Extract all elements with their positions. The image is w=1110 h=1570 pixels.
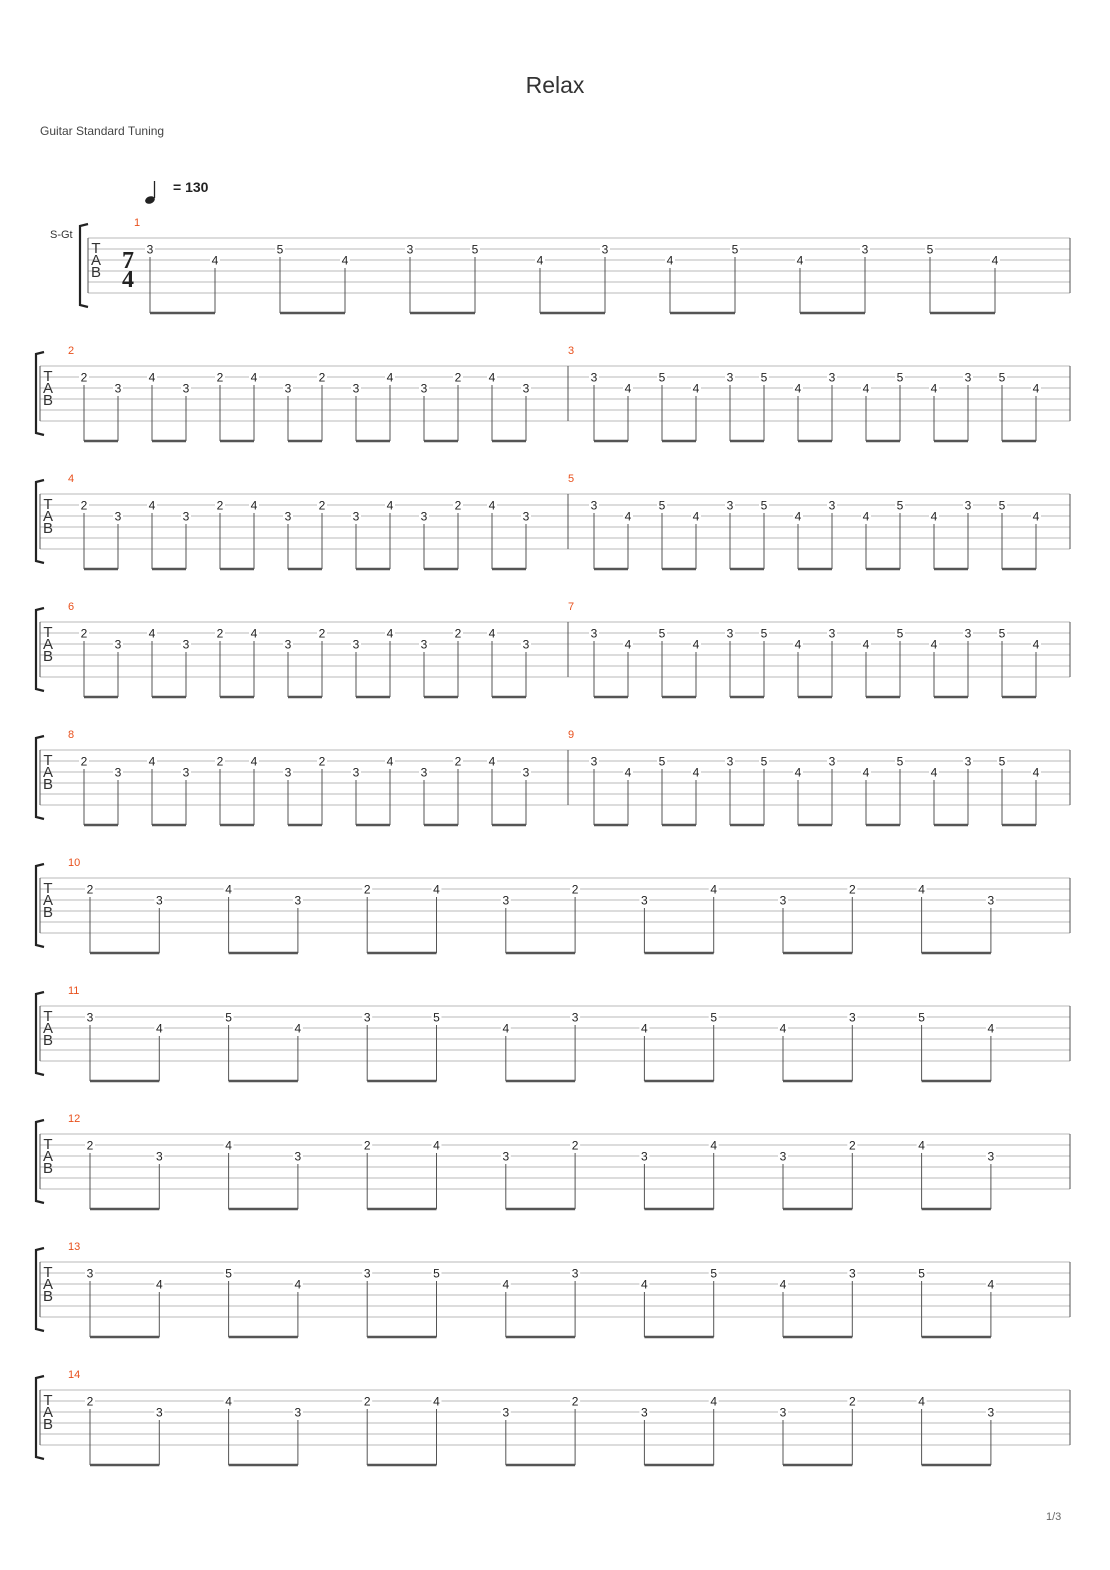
tab-clef-letter: A [42, 1148, 54, 1165]
fret-number: 3 [590, 498, 598, 513]
measure-number: 14 [68, 1369, 81, 1381]
system-bracket [80, 224, 88, 307]
fret-number: 2 [216, 754, 224, 769]
fret-number: 3 [155, 1149, 163, 1164]
fret-number: 4 [148, 754, 156, 769]
fret-number: 5 [896, 370, 904, 385]
fret-number: 3 [86, 1010, 94, 1025]
fret-number: 2 [86, 1394, 94, 1409]
fret-number: 4 [930, 765, 938, 780]
fret-number: 3 [590, 370, 598, 385]
fret-number: 5 [998, 498, 1006, 513]
fret-number: 3 [828, 754, 836, 769]
fret-number: 3 [284, 381, 292, 396]
fret-number: 4 [796, 253, 804, 268]
fret-number: 3 [828, 626, 836, 641]
fret-number: 4 [1032, 637, 1040, 652]
tab-clef-letter: A [42, 764, 54, 781]
fret-number: 5 [998, 626, 1006, 641]
tab-clef-letter: T [43, 752, 53, 769]
fret-number: 3 [571, 1010, 579, 1025]
fret-number: 4 [386, 498, 394, 513]
fret-number: 2 [571, 882, 579, 897]
fret-number: 4 [386, 626, 394, 641]
fret-number: 4 [862, 765, 870, 780]
fret-number: 3 [779, 1405, 787, 1420]
fret-number: 2 [80, 754, 88, 769]
fret-number: 5 [896, 498, 904, 513]
fret-number: 3 [155, 893, 163, 908]
tab-clef-letter: B [42, 1288, 54, 1305]
fret-number: 4 [987, 1277, 995, 1292]
fret-number: 5 [926, 242, 934, 257]
fret-number: 4 [250, 498, 258, 513]
fret-number: 4 [862, 381, 870, 396]
fret-number: 3 [828, 370, 836, 385]
tab-clef-letter: T [43, 880, 53, 897]
fret-number: 2 [318, 754, 326, 769]
tab-clef-letter: A [42, 508, 54, 525]
measure-number: 4 [68, 473, 75, 485]
fret-number: 3 [114, 637, 122, 652]
tab-clef-letter: T [43, 496, 53, 513]
fret-number: 4 [624, 381, 632, 396]
measure-number: 2 [68, 345, 75, 357]
fret-number: 3 [828, 498, 836, 513]
fret-number: 4 [225, 1138, 232, 1153]
tab-clef-letter: A [42, 636, 54, 653]
fret-number: 4 [794, 637, 802, 652]
fret-number: 2 [80, 498, 88, 513]
tab-clef-letter: B [42, 392, 54, 409]
fret-number: 4 [930, 381, 938, 396]
fret-number: 2 [363, 1394, 371, 1409]
fret-number: 3 [420, 381, 428, 396]
fret-number: 4 [692, 637, 700, 652]
fret-number: 2 [454, 754, 462, 769]
track-name: S-Gt [50, 229, 73, 241]
fret-number: 2 [318, 370, 326, 385]
fret-number: 3 [352, 637, 360, 652]
measure-number: 11 [68, 985, 80, 997]
fret-number: 2 [571, 1394, 579, 1409]
fret-number: 4 [779, 1021, 787, 1036]
fret-number: 3 [522, 381, 530, 396]
fret-number: 3 [590, 626, 598, 641]
time-signature-top: 7 [122, 248, 134, 274]
fret-number: 2 [363, 1138, 371, 1153]
tab-clef-letter: B [42, 648, 54, 665]
fret-number: 5 [658, 754, 666, 769]
fret-number: 3 [848, 1010, 856, 1025]
fret-number: 3 [726, 626, 734, 641]
measure-number: 8 [68, 729, 75, 741]
fret-number: 3 [114, 381, 122, 396]
fret-number: 3 [964, 754, 972, 769]
fret-number: 4 [794, 765, 802, 780]
fret-number: 4 [666, 253, 674, 268]
fret-number: 4 [433, 1138, 440, 1153]
tempo-value: = 130 [173, 179, 209, 195]
fret-number: 5 [760, 754, 768, 769]
fret-number: 5 [918, 1266, 925, 1281]
fret-number: 4 [502, 1277, 510, 1292]
fret-number: 3 [363, 1266, 371, 1281]
fret-number: 4 [710, 1138, 718, 1153]
fret-number: 5 [760, 370, 768, 385]
tab-clef-letter: T [43, 624, 53, 641]
fret-number: 2 [454, 370, 462, 385]
fret-number: 3 [352, 765, 360, 780]
page-title: Relax [525, 72, 585, 98]
fret-number: 3 [86, 1266, 94, 1281]
fret-number: 3 [641, 1149, 648, 1164]
fret-number: 3 [182, 637, 190, 652]
fret-number: 4 [692, 381, 700, 396]
fret-number: 4 [488, 754, 496, 769]
fret-number: 4 [155, 1021, 163, 1036]
fret-number: 2 [848, 882, 856, 897]
tab-clef-letter: B [42, 776, 54, 793]
measure-number: 3 [568, 345, 575, 357]
tab-clef-letter: B [42, 1160, 54, 1177]
fret-number: 4 [641, 1021, 648, 1036]
fret-number: 3 [522, 765, 530, 780]
fret-number: 5 [998, 370, 1006, 385]
fret-number: 4 [692, 509, 700, 524]
fret-number: 4 [250, 370, 258, 385]
fret-number: 3 [502, 1405, 510, 1420]
measure-number: 6 [68, 601, 75, 613]
fret-number: 4 [930, 509, 938, 524]
tab-clef-letter: B [42, 904, 54, 921]
fret-number: 3 [987, 1149, 995, 1164]
fret-number: 4 [862, 637, 870, 652]
fret-number: 3 [726, 498, 734, 513]
fret-number: 4 [1032, 381, 1040, 396]
measure-number: 13 [68, 1241, 81, 1253]
fret-number: 4 [918, 1138, 925, 1153]
tab-clef-letter: T [91, 240, 101, 257]
fret-number: 4 [536, 253, 544, 268]
fret-number: 4 [987, 1021, 995, 1036]
tab-clef-letter: A [42, 892, 54, 909]
fret-number: 3 [641, 1405, 648, 1420]
fret-number: 4 [294, 1021, 302, 1036]
fret-number: 2 [363, 882, 371, 897]
fret-number: 3 [146, 242, 154, 257]
tab-clef-letter: T [43, 1136, 53, 1153]
fret-number: 3 [641, 893, 648, 908]
fret-number: 2 [318, 498, 326, 513]
tab-clef-letter: T [43, 1008, 53, 1025]
fret-number: 3 [590, 754, 598, 769]
fret-number: 4 [930, 637, 938, 652]
fret-number: 4 [250, 626, 258, 641]
tab-clef-letter: A [42, 1020, 54, 1037]
fret-number: 4 [341, 253, 349, 268]
tab-clef-letter: B [90, 264, 102, 281]
fret-number: 4 [1032, 509, 1040, 524]
fret-number: 4 [624, 509, 632, 524]
fret-number: 3 [964, 498, 972, 513]
fret-number: 3 [848, 1266, 856, 1281]
fret-number: 4 [710, 882, 718, 897]
fret-number: 4 [779, 1277, 787, 1292]
fret-number: 4 [211, 253, 219, 268]
fret-number: 3 [861, 242, 869, 257]
fret-number: 3 [964, 370, 972, 385]
fret-number: 4 [918, 882, 925, 897]
tab-clef-letter: B [42, 520, 54, 537]
fret-number: 5 [760, 626, 768, 641]
tab-clef-letter: T [43, 1264, 53, 1281]
fret-number: 3 [571, 1266, 579, 1281]
fret-number: 3 [155, 1405, 163, 1420]
fret-number: 3 [182, 765, 190, 780]
fret-number: 5 [225, 1266, 232, 1281]
fret-number: 5 [471, 242, 479, 257]
fret-number: 4 [918, 1394, 925, 1409]
measure-number: 5 [568, 473, 575, 485]
fret-number: 4 [148, 370, 156, 385]
fret-number: 2 [86, 1138, 94, 1153]
fret-number: 5 [276, 242, 284, 257]
fret-number: 5 [918, 1010, 925, 1025]
fret-number: 3 [284, 509, 292, 524]
fret-number: 3 [502, 893, 510, 908]
tuning-label: Guitar Standard Tuning [40, 124, 165, 138]
time-signature-bottom: 4 [122, 267, 134, 293]
fret-number: 4 [862, 509, 870, 524]
fret-number: 3 [114, 509, 122, 524]
fret-number: 2 [454, 626, 462, 641]
fret-number: 5 [225, 1010, 232, 1025]
fret-number: 5 [433, 1266, 440, 1281]
fret-number: 2 [80, 626, 88, 641]
fret-number: 5 [896, 626, 904, 641]
fret-number: 5 [760, 498, 768, 513]
tab-clef-letter: B [42, 1032, 54, 1049]
fret-number: 3 [779, 1149, 787, 1164]
fret-number: 4 [155, 1277, 163, 1292]
tab-clef-letter: A [42, 1276, 54, 1293]
fret-number: 2 [848, 1138, 856, 1153]
fret-number: 4 [991, 253, 999, 268]
fret-number: 3 [726, 370, 734, 385]
tab-clef-letter: B [42, 1416, 54, 1433]
fret-number: 3 [182, 381, 190, 396]
fret-number: 4 [794, 509, 802, 524]
fret-number: 2 [571, 1138, 579, 1153]
fret-number: 4 [148, 626, 156, 641]
fret-number: 4 [502, 1021, 510, 1036]
fret-number: 5 [731, 242, 739, 257]
fret-number: 3 [601, 242, 609, 257]
fret-number: 5 [896, 754, 904, 769]
fret-number: 3 [522, 509, 530, 524]
fret-number: 4 [433, 882, 440, 897]
fret-number: 3 [284, 637, 292, 652]
fret-number: 5 [658, 498, 666, 513]
fret-number: 2 [216, 370, 224, 385]
measure-number: 9 [568, 729, 575, 741]
tab-clef-letter: A [42, 1404, 54, 1421]
fret-number: 4 [148, 498, 156, 513]
fret-number: 2 [454, 498, 462, 513]
fret-number: 3 [294, 1149, 302, 1164]
measure-number: 10 [68, 857, 81, 869]
measure-number: 1 [134, 217, 141, 229]
fret-number: 3 [726, 754, 734, 769]
fret-number: 3 [420, 765, 428, 780]
fret-number: 4 [250, 754, 258, 769]
measure-number: 7 [568, 601, 575, 613]
fret-number: 5 [658, 370, 666, 385]
fret-number: 3 [363, 1010, 371, 1025]
tab-clef-letter: A [42, 380, 54, 397]
fret-number: 4 [488, 498, 496, 513]
fret-number: 3 [352, 509, 360, 524]
fret-number: 4 [710, 1394, 718, 1409]
fret-number: 2 [80, 370, 88, 385]
fret-number: 4 [225, 1394, 232, 1409]
fret-number: 3 [352, 381, 360, 396]
fret-number: 3 [420, 637, 428, 652]
fret-number: 4 [488, 626, 496, 641]
fret-number: 4 [488, 370, 496, 385]
fret-number: 4 [386, 370, 394, 385]
fret-number: 3 [420, 509, 428, 524]
fret-number: 5 [710, 1010, 718, 1025]
fret-number: 5 [433, 1010, 440, 1025]
fret-number: 5 [710, 1266, 718, 1281]
fret-number: 2 [86, 882, 94, 897]
fret-number: 3 [522, 637, 530, 652]
fret-number: 2 [216, 498, 224, 513]
fret-number: 3 [294, 893, 302, 908]
fret-number: 3 [114, 765, 122, 780]
fret-number: 3 [182, 509, 190, 524]
measure-number: 12 [68, 1113, 81, 1125]
fret-number: 4 [294, 1277, 302, 1292]
fret-number: 4 [1032, 765, 1040, 780]
fret-number: 4 [624, 637, 632, 652]
tab-clef-letter: T [43, 1392, 53, 1409]
fret-number: 4 [225, 882, 232, 897]
fret-number: 2 [848, 1394, 856, 1409]
fret-number: 3 [779, 893, 787, 908]
fret-number: 4 [624, 765, 632, 780]
fret-number: 4 [433, 1394, 440, 1409]
fret-number: 3 [294, 1405, 302, 1420]
fret-number: 4 [641, 1277, 648, 1292]
fret-number: 3 [406, 242, 414, 257]
fret-number: 4 [692, 765, 700, 780]
tab-clef-letter: A [90, 252, 102, 269]
fret-number: 3 [987, 893, 995, 908]
fret-number: 5 [658, 626, 666, 641]
quarter-note-icon [144, 181, 156, 205]
tab-clef-letter: T [43, 368, 53, 385]
fret-number: 2 [216, 626, 224, 641]
fret-number: 5 [998, 754, 1006, 769]
fret-number: 3 [964, 626, 972, 641]
fret-number: 3 [284, 765, 292, 780]
fret-number: 3 [987, 1405, 995, 1420]
fret-number: 4 [794, 381, 802, 396]
fret-number: 3 [502, 1149, 510, 1164]
fret-number: 2 [318, 626, 326, 641]
page-number: 1/3 [1046, 1511, 1062, 1523]
fret-number: 4 [386, 754, 394, 769]
